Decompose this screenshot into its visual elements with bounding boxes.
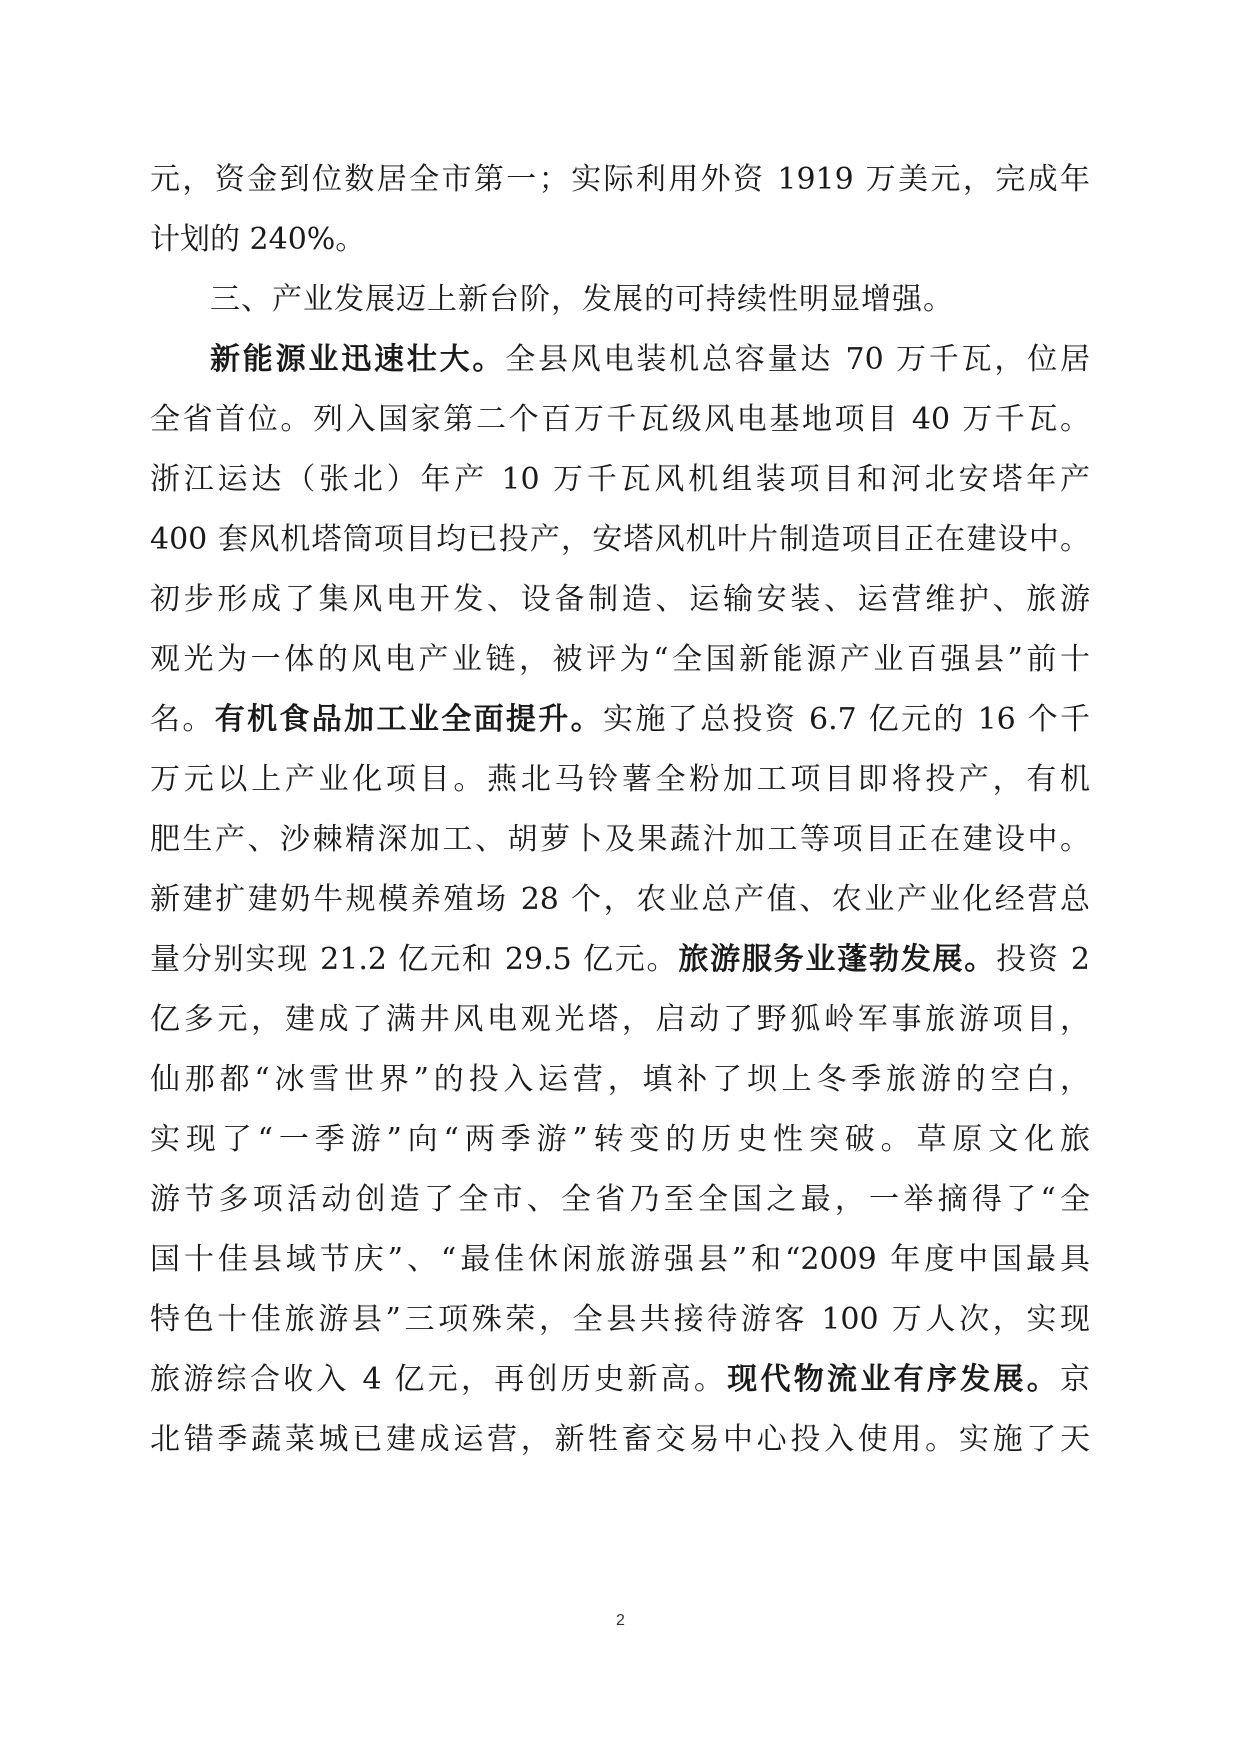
- text-line: 新能源业迅速壮大。全县风电装机总容量达 70 万千瓦，位居: [210, 342, 1091, 377]
- text-line: 名。有机食品加工业全面提升。实施了总投资 6.7 亿元的 16 个千: [150, 702, 1091, 737]
- text-line: 全省首位。列入国家第二个百万千瓦级风电基地项目 40 万千瓦。: [150, 402, 1090, 437]
- text-line: 实现了“一季游”向“两季游”转变的历史性突破。草原文化旅: [150, 1122, 1090, 1157]
- text-line: 计划的 240%。: [150, 222, 366, 257]
- bold-lead-organic-food: 有机食品加工业全面提升。: [214, 702, 603, 737]
- text-line: 初步形成了集风电开发、设备制造、运输安装、运营维护、旅游: [150, 582, 1090, 617]
- text-line: 浙江运达（张北）年产 10 万千瓦风机组装项目和河北安塔年产: [150, 462, 1090, 497]
- text-line: 亿多元，建成了满井风电观光塔，启动了野狐岭军事旅游项目，: [150, 1002, 1090, 1037]
- text-line: 量分别实现 21.2 亿元和 29.5 亿元。旅游服务业蓬勃发展。投资 2: [150, 942, 1091, 977]
- bold-lead-logistics: 现代物流业有序发展。: [727, 1362, 1060, 1397]
- text-line: 特色十佳旅游县”三项殊荣，全县共接待游客 100 万人次，实现: [150, 1302, 1090, 1337]
- page-number: 2: [616, 1612, 625, 1629]
- text-line: 观光为一体的风电产业链，被评为“全国新能源产业百强县”前十: [150, 642, 1090, 677]
- bold-lead-new-energy: 新能源业迅速壮大。: [210, 342, 506, 377]
- text-line: 国十佳县域节庆”、“最佳休闲旅游强县”和“2009 年度中国最具: [150, 1242, 1090, 1277]
- text-line: 北错季蔬菜城已建成运营，新牲畜交易中心投入使用。实施了天: [150, 1422, 1090, 1457]
- text-line: 元，资金到位数居全市第一；实际利用外资 1919 万美元，完成年: [150, 162, 1090, 197]
- text-line: 400 套风机塔筒项目均已投产，安塔风机叶片制造项目正在建设中。: [150, 522, 1090, 557]
- text-line: 游节多项活动创造了全市、全省乃至全国之最，一举摘得了“全: [150, 1182, 1090, 1217]
- section-heading: 三、产业发展迈上新台阶，发展的可持续性明显增强。: [210, 282, 954, 317]
- text-line: 万元以上产业化项目。燕北马铃薯全粉加工项目即将投产，有机: [150, 762, 1090, 797]
- text-line: 新建扩建奶牛规模养殖场 28 个，农业总产值、农业产业化经营总: [150, 882, 1090, 917]
- bold-lead-tourism: 旅游服务业蓬勃发展。: [678, 942, 997, 977]
- text-line: 旅游综合收入 4 亿元，再创历史新高。现代物流业有序发展。京: [150, 1362, 1090, 1397]
- text-line: 仙那都“冰雪世界”的投入运营，填补了坝上冬季旅游的空白，: [150, 1062, 1090, 1097]
- text-line: 肥生产、沙棘精深加工、胡萝卜及果蔬汁加工等项目正在建设中。: [150, 822, 1090, 857]
